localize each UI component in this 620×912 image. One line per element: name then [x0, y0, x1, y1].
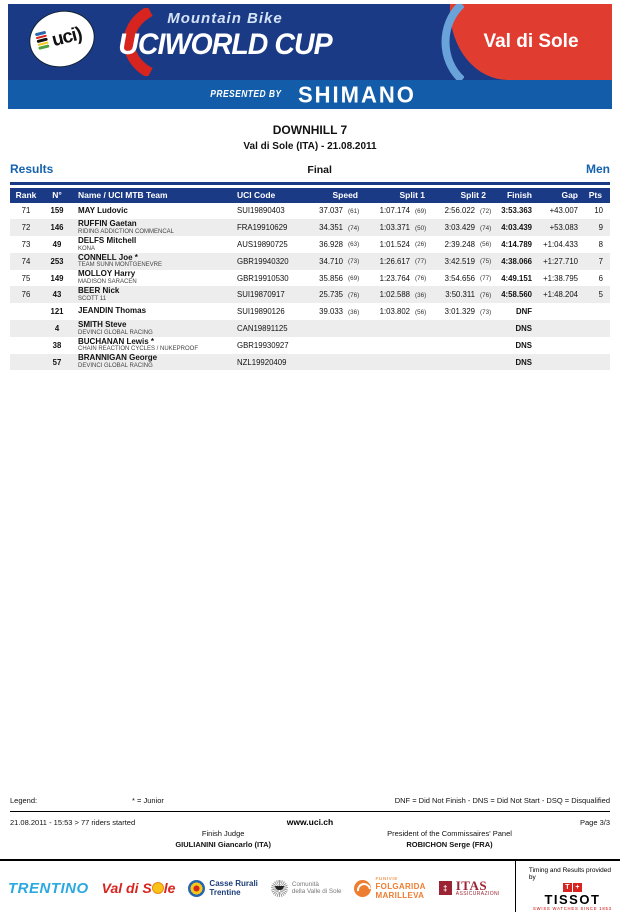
- blank-area: [0, 370, 620, 796]
- table-top-rule: [10, 182, 610, 185]
- rider-team: SCOTT 11: [78, 295, 107, 302]
- split1-rank-cell: (56): [415, 308, 427, 316]
- rider-cell: [72, 307, 210, 316]
- legend-statuses: DNF = Did Not Finish - DNS = Did Not Start - DSQ = Disqualified: [394, 796, 610, 806]
- rider-team: MADISON SARACEN: [78, 279, 137, 286]
- page-number: Page 3/3: [579, 818, 610, 828]
- rider-cell: [72, 287, 210, 302]
- uci-code-cell: GBR19910530: [237, 273, 289, 283]
- speed-rank-cell: (36): [348, 308, 360, 316]
- uci-code-cell: GBR19930927: [237, 340, 289, 350]
- finish-cell: 3:53.363: [501, 206, 532, 216]
- split1-cell: 1:23.764: [379, 273, 410, 283]
- speed-cell: 36.928: [319, 239, 343, 249]
- bib-number-cell: 4: [54, 323, 60, 333]
- legend: [10, 796, 610, 809]
- bib-number-cell: 57: [52, 357, 62, 367]
- rank-cell: 72: [21, 223, 31, 233]
- gap-cell: +1:38.795: [543, 273, 578, 283]
- col-header-points: Pts: [588, 190, 602, 200]
- rider-cell: [72, 354, 210, 369]
- col-header-rank: Rank: [15, 190, 37, 200]
- rider-cell: [72, 254, 210, 269]
- results-label: Results: [10, 162, 54, 176]
- president-name: ROBICHON Serge (FRA): [406, 839, 493, 849]
- rider-team: CHAIN REACTION CYCLES / NUKEPROOF: [78, 346, 199, 353]
- table-row: [10, 354, 610, 371]
- rank-cell: 76: [21, 290, 31, 300]
- split1-rank-cell: [410, 345, 433, 346]
- speed-cell: 35.856: [319, 273, 343, 283]
- sponsor-strip: [0, 861, 620, 912]
- venue-name: Val di Sole: [483, 31, 579, 52]
- uci-code-cell: SUI19890403: [237, 206, 285, 216]
- rider-name: MOLLOY Harry: [78, 269, 136, 279]
- world-cup-wordmark: [8, 10, 442, 62]
- tissot-logo: [533, 883, 612, 911]
- rider-name: BUCHANAN Lewis *: [78, 336, 155, 346]
- results-table: [10, 188, 610, 371]
- bib-number-cell: 38: [52, 340, 62, 350]
- points-cell: 9: [598, 223, 603, 233]
- split1-rank-cell: [410, 328, 433, 329]
- sun-icon: [152, 882, 164, 894]
- folgarida-skier-icon: [354, 880, 371, 897]
- rider-name: SMITH Steve: [78, 319, 127, 329]
- speed-rank-cell: (76): [348, 291, 360, 299]
- speed-rank-cell: (61): [348, 207, 360, 215]
- uci-code-cell: SUI19870917: [237, 290, 285, 300]
- split1-rank-cell: (76): [415, 275, 427, 283]
- tissot-subtitle: SWISS WATCHES SINCE 1853: [533, 906, 612, 912]
- split1-rank-cell: (77): [415, 258, 427, 266]
- col-header-gap: Gap: [561, 190, 578, 200]
- bib-number-cell: 43: [52, 290, 62, 300]
- rider-team: DEVINCI GLOBAL RACING: [78, 363, 153, 370]
- rider-name: MAY Ludovic: [78, 205, 128, 215]
- speed-rank-cell: [343, 328, 366, 329]
- split1-cell: 1:03.371: [379, 223, 410, 233]
- table-row: [10, 286, 610, 303]
- casse-rurali-emblem-icon: [188, 880, 205, 897]
- finish-cell: DNF: [515, 307, 532, 317]
- timing-block: [529, 865, 616, 911]
- uci-logo-text: uci): [49, 23, 84, 52]
- rider-cell: [72, 237, 210, 252]
- folgarida-logo: [354, 877, 425, 901]
- speed-rank-cell: (74): [348, 224, 360, 232]
- col-header-split1: Split 1: [399, 190, 425, 200]
- casse-rurali-logo: [188, 879, 257, 897]
- table-row: [10, 203, 610, 220]
- split2-cell: 3:50.311: [445, 290, 475, 300]
- tissot-t-icon: T: [563, 883, 572, 892]
- casse-rurali-line1: Casse Rurali: [209, 879, 258, 889]
- split1-cell: 1:01.524: [379, 239, 410, 249]
- table-row: [10, 236, 610, 253]
- finish-cell: 4:03.439: [501, 223, 532, 233]
- rider-name: BEER Nick: [78, 286, 120, 296]
- table-row: [10, 270, 610, 287]
- folgarida-line1: FOLGARIDA: [375, 882, 426, 892]
- speed-cell: 34.351: [319, 223, 343, 233]
- split1-rank-cell: (50): [415, 224, 427, 232]
- itas-emblem-icon: ‡: [439, 881, 452, 895]
- gap-cell: +1:27.710: [543, 256, 578, 266]
- val-di-sole-text-1: Val di S: [101, 880, 152, 897]
- bib-number-cell: 159: [50, 206, 64, 216]
- rider-cell: [72, 270, 210, 285]
- gap-cell: +43.007: [549, 206, 578, 216]
- uci-code-cell: SUI19890126: [237, 307, 285, 317]
- col-header-split2: Split 2: [460, 190, 486, 200]
- itas-name: ITAS: [455, 878, 488, 894]
- split1-rank-cell: (26): [415, 241, 427, 249]
- folgarida-line0: FUNIVIE: [375, 876, 398, 882]
- split2-rank-cell: (76): [480, 291, 492, 299]
- split2-rank-cell: [475, 328, 492, 329]
- rank-cell: 71: [21, 206, 31, 216]
- itas-sub: ASSICURAZIONI: [455, 891, 500, 898]
- speed-cell: 37.037: [319, 206, 343, 216]
- legend-divider: [10, 811, 610, 812]
- finish-cell: DNS: [515, 357, 532, 367]
- uci-code-cell: AUS19890725: [237, 239, 288, 249]
- table-row: [10, 320, 610, 337]
- rider-name: JEANDIN Thomas: [78, 306, 147, 316]
- rider-name: RUFFIN Gaetan: [78, 219, 137, 228]
- points-cell: 8: [598, 239, 603, 249]
- timing-label: Timing and Results provided by: [528, 867, 611, 882]
- points-cell: 10: [594, 206, 603, 216]
- bib-number-cell: 121: [50, 307, 64, 317]
- category-label: Men: [586, 162, 610, 176]
- comunita-logo: [271, 880, 342, 897]
- comunita-line2: della Valle di Sole: [291, 888, 342, 896]
- speed-rank-cell: [343, 345, 366, 346]
- comunita-line1: Comunità: [291, 881, 319, 889]
- rider-cell: [72, 207, 210, 216]
- speed-cell: 25.735: [319, 290, 343, 300]
- finish-cell: 4:49.151: [501, 273, 532, 283]
- presented-by-label: PRESENTED BY: [210, 89, 282, 100]
- finish-judge-name: GIULIANINI Giancarlo (ITA): [175, 839, 272, 849]
- blue-crescent-decoration: [438, 4, 464, 80]
- officials-block: [0, 829, 620, 853]
- val-di-sole-text-2: le: [163, 880, 176, 897]
- rider-name: CONNELL Joe *: [78, 252, 138, 262]
- table-row: [10, 303, 610, 320]
- rider-team: RIDING ADDICTION COMMENCAL: [78, 228, 175, 235]
- col-header-speed: Speed: [332, 190, 358, 200]
- bib-number-cell: 146: [50, 223, 64, 233]
- finish-judge-label: Finish Judge: [201, 829, 245, 839]
- split1-rank-cell: (69): [415, 207, 427, 215]
- split2-rank-cell: (73): [480, 308, 492, 316]
- legend-label: Legend:: [10, 796, 38, 806]
- legend-junior: * = Junior: [132, 796, 164, 806]
- riders-started: 21.08.2011 - 15:53 > 77 riders started: [10, 818, 136, 828]
- split2-rank-cell: (72): [480, 207, 492, 215]
- points-cell: 6: [598, 273, 603, 283]
- shimano-logo: SHIMANO: [297, 80, 416, 108]
- val-di-sole-logo: [102, 880, 176, 896]
- mountain-bike-label: Mountain Bike: [167, 10, 283, 27]
- split2-cell: 2:39.248: [444, 239, 475, 249]
- rider-name: DELFS Mitchell: [78, 235, 137, 245]
- split2-cell: 3:42.519: [444, 256, 475, 266]
- gap-cell: +1:04.433: [543, 239, 578, 249]
- speed-rank-cell: [343, 362, 366, 363]
- uci-code-cell: GBR19940320: [237, 256, 289, 266]
- swiss-cross-icon: +: [573, 883, 582, 892]
- speed-rank-cell: (69): [348, 275, 360, 283]
- rank-cell: 73: [21, 239, 31, 249]
- event-title: DOWNHILL 7: [272, 123, 348, 137]
- uci-code-cell: CAN19891125: [237, 323, 288, 333]
- venue-banner: [450, 4, 612, 80]
- bib-number-cell: 149: [50, 273, 64, 283]
- split1-rank-cell: (36): [415, 291, 427, 299]
- timing-divider: [515, 861, 516, 912]
- footer-info-row: [10, 817, 610, 827]
- finish-cell: 4:14.789: [501, 239, 532, 249]
- split1-cell: 1:03.802: [379, 307, 410, 317]
- speed-rank-cell: (73): [348, 258, 360, 266]
- finish-judge-block: [175, 829, 271, 850]
- rank-cell: 75: [21, 273, 31, 283]
- rider-cell: [72, 220, 210, 235]
- split2-rank-cell: (77): [480, 275, 492, 283]
- header-banner: [8, 4, 612, 80]
- split2-rank-cell: [475, 362, 492, 363]
- itas-logo: [439, 879, 500, 898]
- split2-cell: 3:03.429: [444, 223, 475, 233]
- speed-rank-cell: (63): [348, 241, 360, 249]
- round-label: Final: [307, 164, 332, 176]
- split2-rank-cell: (75): [480, 258, 492, 266]
- rider-name: BRANNIGAN George: [78, 353, 158, 363]
- col-header-name: Name / UCI MTB Team: [78, 190, 168, 200]
- trentino-logo-text: TRENTINO: [8, 879, 89, 897]
- folgarida-line2: MARILLEVA: [375, 891, 425, 901]
- presented-by-band: [8, 80, 612, 109]
- uci-code-cell: FRA19910629: [237, 223, 288, 233]
- uci-world-cup-label: UCIWORLD CUP: [118, 28, 332, 61]
- split2-rank-cell: (56): [480, 241, 492, 249]
- uci-website-link[interactable]: www.uci.ch: [286, 817, 334, 828]
- split1-cell: 1:02.588: [379, 290, 410, 300]
- speed-cell: 34.710: [319, 256, 343, 266]
- rider-team: KONA: [78, 245, 96, 252]
- col-header-finish: Finish: [506, 190, 532, 200]
- trentino-logo: [8, 880, 89, 897]
- bib-number-cell: 49: [52, 239, 62, 249]
- table-row: [10, 253, 610, 270]
- rider-team: DEVINCI GLOBAL RACING: [78, 329, 153, 336]
- rider-cell: [72, 338, 210, 353]
- gap-cell: +53.083: [549, 223, 578, 233]
- points-cell: 7: [598, 256, 603, 266]
- finish-cell: DNS: [515, 323, 532, 333]
- split1-rank-cell: [410, 362, 433, 363]
- split1-cell: 1:26.617: [379, 256, 410, 266]
- split1-cell: 1:07.174: [379, 206, 410, 216]
- uci-code-cell: NZL19920409: [237, 357, 287, 367]
- casse-rurali-line2: Trentine: [209, 888, 241, 898]
- tissot-name: TISSOT: [544, 892, 601, 908]
- table-row: [10, 219, 610, 236]
- split2-rank-cell: (74): [480, 224, 492, 232]
- speed-cell: 39.033: [319, 307, 343, 317]
- president-block: [387, 829, 512, 850]
- table-header-row: [10, 188, 610, 203]
- results-table-body: [10, 203, 610, 371]
- rider-cell: [72, 321, 210, 336]
- comunita-emblem-icon: [271, 880, 288, 897]
- col-header-bib: N°: [52, 190, 62, 200]
- bib-number-cell: 253: [50, 256, 64, 266]
- finish-cell: 4:38.066: [501, 256, 532, 266]
- split2-cell: 3:54.656: [444, 273, 475, 283]
- event-venue-date: Val di Sole (ITA) - 21.08.2011: [243, 141, 377, 152]
- split2-rank-cell: [475, 345, 492, 346]
- finish-cell: 4:58.560: [501, 290, 532, 300]
- finish-cell: DNS: [515, 340, 532, 350]
- points-cell: 5: [598, 290, 603, 300]
- table-row: [10, 337, 610, 354]
- split2-cell: 2:56.022: [444, 206, 475, 216]
- section-row: [10, 162, 610, 176]
- rider-team: TEAM SUNN MONTGENEVRE: [78, 262, 163, 269]
- col-header-uci-code: UCI Code: [237, 190, 276, 200]
- president-label: President of the Commissaires' Panel: [387, 829, 512, 839]
- split2-cell: 3:01.329: [444, 307, 475, 317]
- gap-cell: +1:48.204: [543, 290, 578, 300]
- rank-cell: 74: [21, 256, 31, 266]
